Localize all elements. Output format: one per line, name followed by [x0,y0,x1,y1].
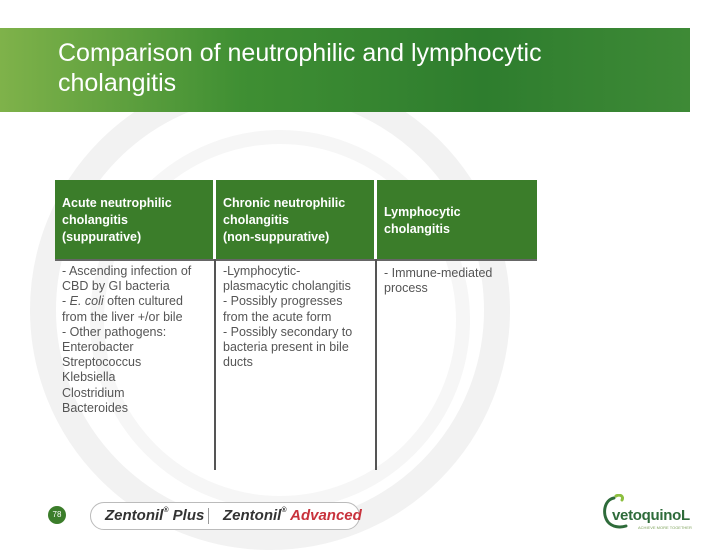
header-lymphocytic-line2: cholangitis [384,222,450,236]
slide-title-line1: Comparison of neutrophilic and lymphocytic [58,39,542,67]
slide-title-line2: cholangitis [58,69,177,97]
header-chronic-line2: cholangitis [223,213,289,227]
acute-text-ecoli: E. coli [69,294,104,309]
brand-zentonil-advanced [223,507,362,524]
header-chronic-line3: (non-suppurative) [223,230,330,244]
comparison-table [55,180,537,470]
brand-separator [208,508,209,524]
chronic-text-line: from the acute form [223,309,332,324]
acute-text-prefix: - [62,294,70,309]
vetoquinol-logo-text: vetoquinoL [612,507,690,524]
table-cell-chronic [216,264,376,370]
acute-text-line: - Other pathogens: [62,324,167,339]
product-brand-banner [90,502,360,530]
brand1-name: Zentonil [105,507,164,524]
chronic-text-line: -Lymphocytic- [223,264,301,278]
title-bar [0,28,690,112]
acute-text-line: Enterobacter [62,340,134,355]
acute-text-line: Bacteroides [62,400,129,415]
table-header-chronic [216,180,374,259]
acute-text-line: Clostridium [62,385,125,400]
header-acute-line2: cholangitis [62,213,128,227]
chronic-text-line: bacteria present in bile [223,340,349,355]
table-header-acute [55,180,213,259]
header-chronic-line1: Chronic neutrophilic [223,196,346,210]
acute-text-suffix: often cultured [103,294,183,309]
brand-zentonil-plus [105,507,204,524]
brand2-registered-mark: ® [281,507,287,514]
table-header-lymphocytic [377,180,537,259]
table-cell-acute [55,264,215,416]
brand2-suffix: Advanced [286,507,362,524]
acute-text-line: Klebsiella [62,370,116,385]
acute-text-line: Streptococcus [62,355,142,370]
slide-title [58,38,678,98]
header-acute-line1: Acute neutrophilic [62,196,172,210]
chronic-text-line: - Possibly secondary to [223,324,353,339]
acute-text-line: from the liver +/or bile [62,309,183,324]
chronic-text-line: plasmacytic cholangitis [223,279,351,294]
brand1-registered-mark: ® [163,507,169,514]
chronic-text-line: ducts [223,355,253,370]
header-lymphocytic-line1: Lymphocytic [384,205,461,219]
table-header-divider [55,259,537,261]
acute-text-line [62,294,208,309]
header-acute-line3: (suppurative) [62,230,142,244]
lymphocytic-text-line: - Immune-mediated [384,266,493,280]
lymphocytic-text-line: process [384,281,428,296]
acute-text-line: CBD by GI bacteria [62,279,170,294]
vetoquinol-tagline: ACHIEVE MORE TOGETHER [638,525,692,530]
brand2-name: Zentonil [223,507,282,524]
brand1-suffix: Plus [168,507,205,524]
chronic-text-line: - Possibly progresses [223,294,343,309]
table-cell-lymphocytic [377,266,537,296]
acute-text-line: - Ascending infection of [62,264,192,278]
page-number-badge: 78 [48,506,66,524]
